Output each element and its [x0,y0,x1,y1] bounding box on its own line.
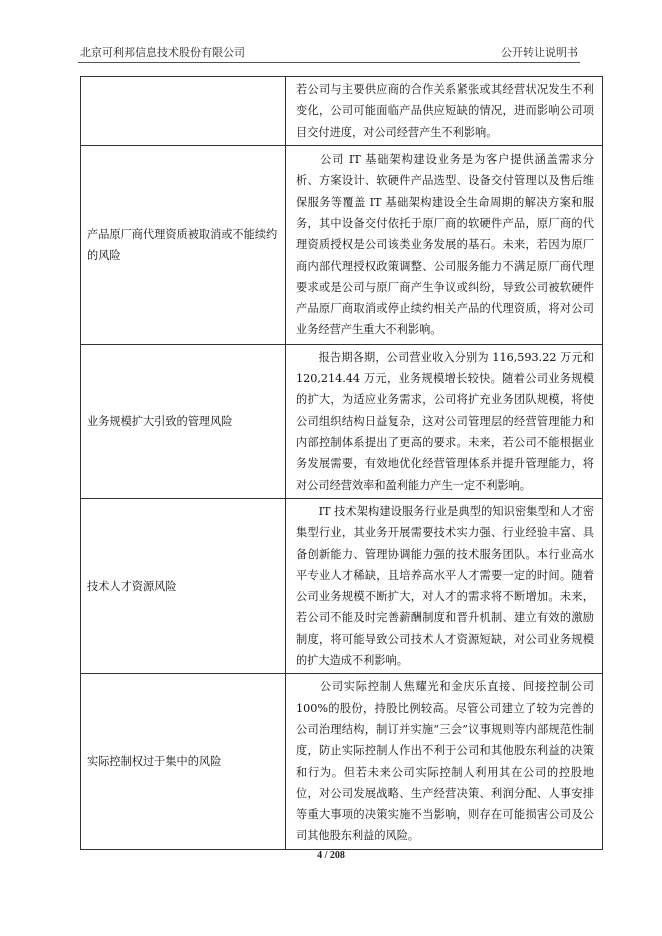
table-row [81,674,603,849]
header-divider [78,62,580,63]
risk-name-cell: 业务规模扩大引致的管理风险 [81,344,286,498]
page-separator: / [324,850,328,861]
company-name: 北京可利邦信息技术股份有限公司 [80,46,245,59]
risk-description-cell: 公司 IT 基础架构建设业务是为客户提供涵盖需求分析、方案设计、软硬件产品选型、设备交付管理以及售后维保服务等覆盖 IT 基础架构建设全生命周期的解决方案和服务，其中设备交付依托于原厂商的软硬件产品，原厂商的代理资质授权是公司该类业务发展的基石。未来，若因为原厂商内部代理授权政策调整、公司服务能力不满足原厂商代理要求或是公司与原厂商产生争议或纠纷，导致公司被软硬件产品原厂商取消或停止续约相关产品的代理资质，将对公司业务经营产生重大不利影响。 [286,145,603,344]
document-title: 公开转让说明书 [501,46,578,59]
risk-factors-table [80,76,603,850]
table-row [81,145,603,344]
risk-name-cell: 产品原厂商代理资质被取消或不能续约的风险 [81,145,286,344]
table-row [81,344,603,498]
risk-description-cell: 若公司与主要供应商的合作关系紧张或其经营状况发生不利变化，公司可能面临产品供应短缺的情况，进而影响公司项目交付进度，对公司经营产生不利影响。 [286,77,603,146]
page-number [0,850,662,861]
risk-description-cell: 公司实际控制人焦耀光和金庆乐直接、间接控制公司100%的股份，持股比例较高。尽管公司建立了较为完善的公司治理结构，制订并实施“三会”议事规则等内部规范性制度，防止实际控制人作出不利于公司和其他股东利益的决策和行为。但若未来公司实际控制人利用其在公司的控股地位，对公司发展战略、生产经营决策、利润分配、人事安排等重大事项的决策实施不当影响，则存在可能损害公司及公司其他股东利益的风险。 [286,674,603,849]
page-total: 208 [329,850,345,861]
risk-description-cell: IT 技术架构建设服务行业是典型的知识密集型和人才密集型行业，其业务开展需要技术实力强、行业经验丰富、具备创新能力、管理协调能力强的技术服务团队。本行业高水平专业人才稀缺，且培养高水平人才需要一定的时间。随着公司业务规模不断扩大，对人才的需求将不断增加。未来，若公司不能及时完善薪酬制度和晋升机制、建立有效的激励制度，将可能导致公司技术人才资源短缺，对公司业务规模的扩大造成不利影响。 [286,498,603,673]
risk-name-cell: 实际控制权过于集中的风险 [81,674,286,849]
page-current: 4 [317,850,323,861]
risk-description-cell: 报告期各期，公司营业收入分别为 116,593.22 万元和 120,214.44 万元，业务规模增长较快。随着公司业务规模的扩大，为适应业务需求，公司将扩充业务团队规模，将使公司组织结构日益复杂，这对公司管理层的经营管理能力和内部控制体系提出了更高的要求。未来，若公司不能根据业务发展需要，有效地优化经营管理体系并提升管理能力，将对公司经营效率和盈利能力产生一定不利影响。 [286,344,603,498]
risk-name-cell: 技术人才资源风险 [81,498,286,673]
table-row [81,77,603,146]
table-row [81,498,603,673]
risk-name-cell [81,77,286,146]
